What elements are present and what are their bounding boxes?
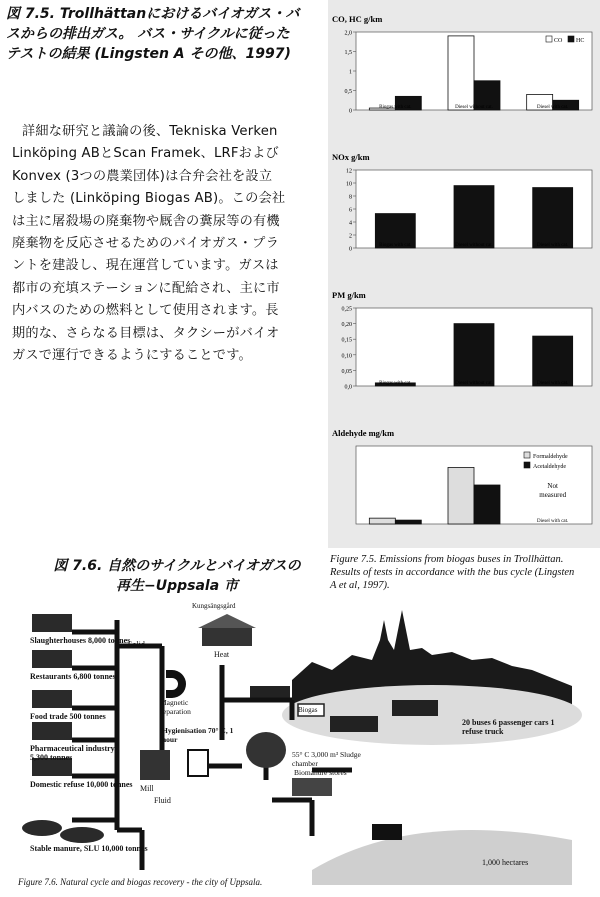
source-buildings [22,614,104,843]
x-tick-label: Diesel with cat. [537,243,569,248]
bar [454,186,494,248]
caption-line: 図 7.5. Trollhättanにおけるバイオガス・バ [6,6,300,22]
source-label: Restaurants 6,800 tonnes [30,672,116,681]
caption-line: Figure 7.5. Emissions from biogas buses in Trollhättan. [330,554,564,565]
x-tick-label: Diesel without cat. [455,243,493,248]
sludge-chamber-icon [246,732,286,768]
text-line: Konvex (3つの農業団体)は合弁会社を設立 [12,168,273,184]
text-line: ントを建設し、現在運営しています。ガスは [12,258,279,274]
legend-label: CO [554,38,563,44]
y-tick-label: 0,20 [341,322,352,329]
hygienisation-label: Hygienisation 70° C, 1 hour [162,726,234,744]
y-tick-label: 0 [349,108,352,115]
mill-label: Mill [140,784,154,793]
source-label: Domestic refuse 10,000 tonnes [30,780,133,789]
bar [448,467,474,524]
x-tick-label: Diesel with cat. [537,519,569,524]
fig76-en-caption: Figure 7.6. Natural cycle and biogas recovery - the city of Uppsala. [18,877,263,887]
y-tick-label: 0,25 [341,306,352,313]
y-tick-label: 4 [349,220,352,227]
caption-line: A et al, 1997). [330,580,390,591]
body-paragraph [12,121,330,367]
magnet-icon [166,670,186,698]
y-tick-label: 2 [349,233,352,240]
legend-swatch [524,452,530,458]
legend-label: Formaldehyde [533,454,568,460]
y-tick-label: 1,5 [344,50,352,56]
caption-line: 図 7.6. 自然のサイクルとバイオガスの [53,558,301,574]
legend-label: Acetaldehyde [533,464,566,470]
x-tick-label: Diesel with cat. [537,105,569,110]
pharmaceutical-icon [32,722,72,740]
text-line: 都市の充填ステーションに配給され、主に市 [12,280,280,296]
y-tick-label: 8 [349,194,352,201]
y-tick-label: 6 [349,207,352,214]
text-line: しました (Linköping Biogas AB)。この会社 [12,191,286,207]
source-label: Food trade 500 tonnes [30,712,106,721]
bar [448,36,474,110]
y-tick-label: 12 [346,168,352,175]
slaughterhouse-icon [32,614,72,632]
source-label: Slaughterhouses 8,000 tonnes [30,636,131,645]
field-illustration [312,830,572,885]
y-tick-label: 1 [349,69,352,76]
x-tick-label: Diesel with cat. [537,381,569,386]
hectares-label: 1,000 hectares [482,858,529,867]
x-tick-label: Biogas with cat. [379,243,412,248]
text-line: 内バスのための燃料として使用されます。長 [12,303,279,319]
emissions-chart-panel [328,0,600,548]
y-tick-label: 0,15 [341,337,352,344]
mill-icon [140,750,170,780]
hygienisation-tank-icon [188,750,208,776]
manure-pile-icon [60,827,104,843]
text-line: 期的な、さらなる目標は、タクシーがバイオ [12,325,280,341]
text-line: Linköping ABとScan Framek、LRFおよび [12,146,279,162]
food-trade-icon [32,690,72,708]
chart-annotation: Not [547,482,558,490]
solid-label: Solid [128,640,145,649]
fig75-jp-caption [6,4,326,64]
text-line: 詳細な研究と議論の後、Tekniska Verken [22,124,278,139]
source-label: Stable manure, SLU 10,000 tonnes [30,844,148,853]
x-tick-label: Biogas with cat. [379,381,412,386]
y-tick-label: 0 [349,246,352,253]
text-line: ガスで運行できるようにすることです。 [12,348,252,364]
cow-icon [22,820,62,836]
legend-swatch [568,36,574,42]
garden-label: Kungsängsgård [192,602,236,610]
x-tick-label: Biogas with cat. [379,105,412,110]
legend-swatch [546,36,552,42]
buses-label: 20 buses 6 passenger cars 1 refuse truck [462,718,555,736]
biomanure-store-icon [292,778,332,796]
fig76-jp-caption [42,556,312,596]
legend-label: HC [576,38,585,44]
biogas-label: Biogas [298,706,318,714]
uppsala-cycle-diagram [12,600,600,893]
chart-title: PM g/km [332,290,366,300]
biomanure-label: Biomanure stores [294,768,347,777]
source-label: Pharmaceutical industry 5,300 tonnes [30,744,115,762]
emissions-charts [328,0,600,548]
y-tick-label: 10 [346,181,352,188]
bar [474,485,500,524]
bar [533,188,573,248]
caption-line: スからの排出ガス。 バス・サイクルに従った [6,26,290,42]
bus-icon [392,700,438,716]
fig75-en-caption [330,553,600,592]
text-line: は主に屠殺場の廃棄物や厩舎の糞尿等の有機 [12,213,280,229]
fluid-label: Fluid [154,796,171,805]
x-tick-label: Diesel without cat. [455,105,493,110]
heat-label: Heat [214,650,230,659]
x-tick-label: Diesel without cat. [455,381,493,386]
tractor-icon [372,824,402,840]
text-line: 廃棄物を反応させるためのバイオガス・プラ [12,236,279,252]
caption-line: テストの結果 (Lingsten A その他、1997) [6,46,291,62]
chart-title: Aldehyde mg/km [332,428,395,438]
magnetic-label: Magnetic separation [160,698,191,716]
caption-line: 再生−Uppsala 市 [115,578,239,594]
caption-line: Results of tests in accordance with the bus cycle (Lingsten [330,567,575,578]
bus-icon [330,716,378,732]
y-tick-label: 0,5 [344,89,352,95]
y-tick-label: 0,05 [341,368,352,375]
bar [395,520,421,524]
chart-annotation: measured [539,491,567,499]
y-tick-label: 2,0 [344,30,352,37]
y-tick-label: 0,10 [341,353,352,360]
farm-building-illustration [198,614,256,646]
restaurant-icon [32,650,72,668]
bar [454,324,494,386]
chart-title: CO, HC g/km [332,14,383,24]
y-tick-label: 0,0 [344,384,352,391]
legend-swatch [524,462,530,468]
bar [369,518,395,524]
bar [533,336,573,386]
chart-title: NOx g/km [332,152,370,162]
sludge-label: 55° C 3,000 m³ Sludge chamber [292,750,361,768]
